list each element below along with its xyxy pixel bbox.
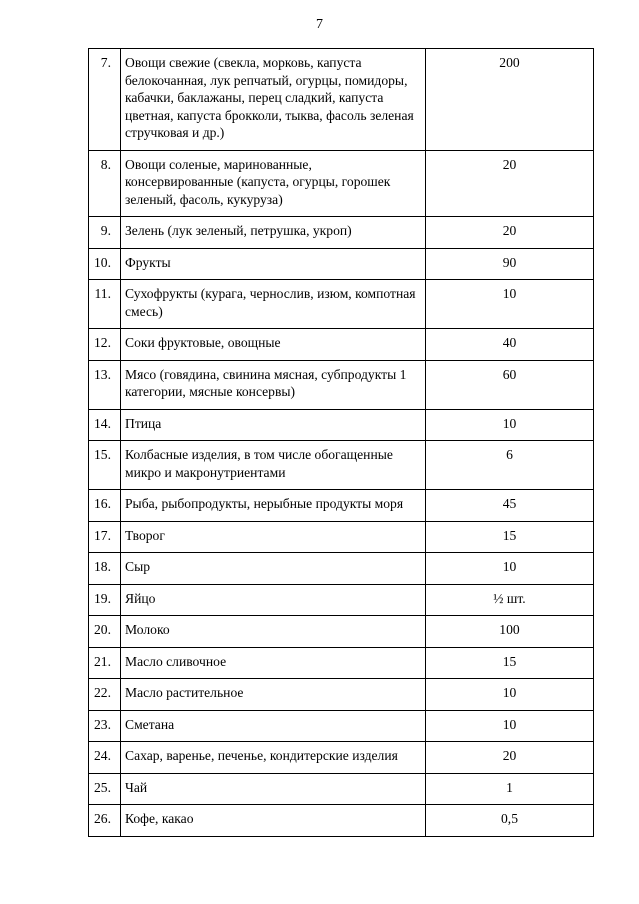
table-row <box>89 521 594 553</box>
food-norms-table <box>88 48 594 837</box>
quantity-cell: 20 <box>426 150 594 217</box>
row-number-cell: 23. <box>89 710 121 742</box>
row-number-cell: 7. <box>89 49 121 151</box>
row-number-cell: 17. <box>89 521 121 553</box>
table-row <box>89 805 594 837</box>
quantity-cell: 6 <box>426 441 594 490</box>
row-number-cell: 19. <box>89 584 121 616</box>
table-row <box>89 248 594 280</box>
table-row <box>89 742 594 774</box>
quantity-cell: 45 <box>426 490 594 522</box>
product-name-cell: Овощи соленые, маринованные, консервированные (капуста, огурцы, горошек зеленый, фасоль, кукуруза) <box>121 150 426 217</box>
product-name-cell: Птица <box>121 409 426 441</box>
product-name-cell: Масло сливочное <box>121 647 426 679</box>
row-number-cell: 18. <box>89 553 121 585</box>
quantity-cell: 10 <box>426 409 594 441</box>
product-name-cell: Колбасные изделия, в том числе обогащенные микро и макронутриентами <box>121 441 426 490</box>
row-number-cell: 10. <box>89 248 121 280</box>
product-name-cell: Творог <box>121 521 426 553</box>
quantity-cell: 10 <box>426 280 594 329</box>
table-row <box>89 773 594 805</box>
product-name-cell: Сухофрукты (курага, чернослив, изюм, компотная смесь) <box>121 280 426 329</box>
product-name-cell: Сыр <box>121 553 426 585</box>
product-name-cell: Фрукты <box>121 248 426 280</box>
quantity-cell: 20 <box>426 217 594 249</box>
table-row <box>89 710 594 742</box>
row-number-cell: 9. <box>89 217 121 249</box>
row-number-cell: 21. <box>89 647 121 679</box>
table-row <box>89 217 594 249</box>
table-row <box>89 280 594 329</box>
row-number-cell: 13. <box>89 360 121 409</box>
row-number-cell: 14. <box>89 409 121 441</box>
row-number-cell: 20. <box>89 616 121 648</box>
table-row <box>89 679 594 711</box>
table-row <box>89 409 594 441</box>
table-row <box>89 441 594 490</box>
quantity-cell: 100 <box>426 616 594 648</box>
row-number-cell: 11. <box>89 280 121 329</box>
row-number-cell: 26. <box>89 805 121 837</box>
product-name-cell: Кофе, какао <box>121 805 426 837</box>
table-row <box>89 616 594 648</box>
product-name-cell: Соки фруктовые, овощные <box>121 329 426 361</box>
product-name-cell: Молоко <box>121 616 426 648</box>
quantity-cell: 40 <box>426 329 594 361</box>
product-name-cell: Рыба, рыбопродукты, нерыбные продукты моря <box>121 490 426 522</box>
table-row <box>89 584 594 616</box>
row-number-cell: 24. <box>89 742 121 774</box>
quantity-cell: 60 <box>426 360 594 409</box>
table-row <box>89 360 594 409</box>
row-number-cell: 12. <box>89 329 121 361</box>
quantity-cell: 10 <box>426 710 594 742</box>
table-row <box>89 490 594 522</box>
table-row <box>89 329 594 361</box>
page-number: 7 <box>316 17 323 32</box>
quantity-cell: 15 <box>426 647 594 679</box>
product-name-cell: Овощи свежие (свекла, морковь, капуста белокочанная, лук репчатый, огурцы, помидоры, кабачки, баклажаны, перец сладкий, капуста цветная, капуста брокколи, тыква, фасоль зеленая стручковая и др.) <box>121 49 426 151</box>
quantity-cell: 10 <box>426 553 594 585</box>
quantity-cell: 20 <box>426 742 594 774</box>
table-row <box>89 49 594 151</box>
product-name-cell: Мясо (говядина, свинина мясная, субпродукты 1 категории, мясные консервы) <box>121 360 426 409</box>
row-number-cell: 22. <box>89 679 121 711</box>
product-name-cell: Сахар, варенье, печенье, кондитерские изделия <box>121 742 426 774</box>
quantity-cell: 10 <box>426 679 594 711</box>
row-number-cell: 8. <box>89 150 121 217</box>
quantity-cell: 90 <box>426 248 594 280</box>
row-number-cell: 25. <box>89 773 121 805</box>
quantity-cell: 0,5 <box>426 805 594 837</box>
product-name-cell: Яйцо <box>121 584 426 616</box>
row-number-cell: 16. <box>89 490 121 522</box>
quantity-cell: ½ шт. <box>426 584 594 616</box>
table-row <box>89 647 594 679</box>
product-name-cell: Чай <box>121 773 426 805</box>
product-name-cell: Зелень (лук зеленый, петрушка, укроп) <box>121 217 426 249</box>
table-row <box>89 150 594 217</box>
food-norms-table-body <box>89 49 594 837</box>
product-name-cell: Сметана <box>121 710 426 742</box>
row-number-cell: 15. <box>89 441 121 490</box>
quantity-cell: 1 <box>426 773 594 805</box>
quantity-cell: 15 <box>426 521 594 553</box>
quantity-cell: 200 <box>426 49 594 151</box>
table-row <box>89 553 594 585</box>
product-name-cell: Масло растительное <box>121 679 426 711</box>
